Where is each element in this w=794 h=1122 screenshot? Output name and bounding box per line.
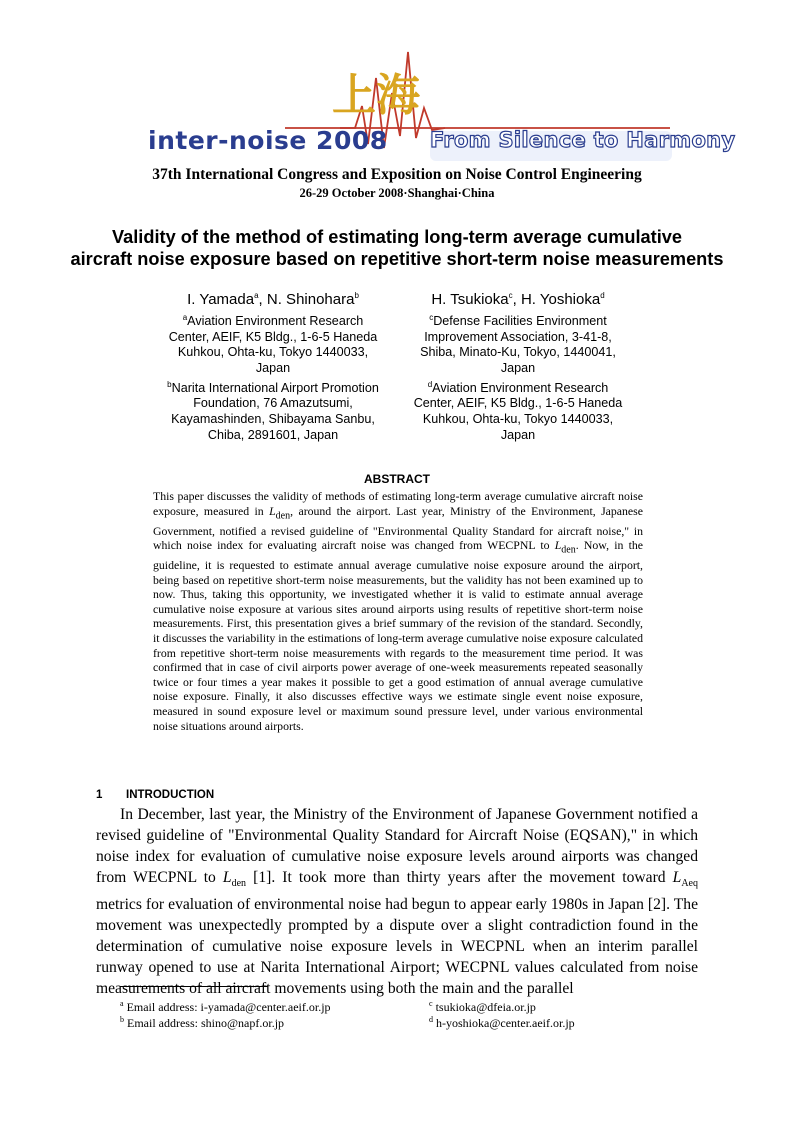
author-sup: d (600, 291, 605, 300)
affiliation-line: Japan (500, 427, 536, 442)
logo-motto-text: From Silence to Harmony (430, 128, 736, 152)
author-name: I. Yamada (187, 291, 255, 308)
footnote-sup: c (429, 999, 433, 1008)
footnote-text: h-yoshioka@center.aeif.or.jp (436, 1016, 575, 1030)
affiliation-sup: c (429, 313, 434, 322)
body-text: In December, last year, the Ministry of the Environment of Japanese Government notified a revised guideline of "Environmental Quality Standard for Aircraft Noise (EQSAN)," in which noise index for evaluation of cumulative noise exposure levels around airports was changed from WECPNL to (96, 806, 698, 886)
logo-chinese-left: 上海 (332, 70, 420, 121)
affiliation-line: Center, AEIF, K5 Bldg., 1-6-5 Haneda (168, 329, 378, 344)
affiliation-d (398, 377, 638, 444)
affiliation-line: Kuhkou, Ohta-ku, Tokyo 1440033, (422, 411, 614, 426)
affiliation-a (146, 310, 400, 377)
affiliation-line: Japan (500, 360, 536, 375)
conference-logo (140, 48, 736, 166)
author-sup: b (354, 291, 359, 300)
footnote-sup: a (120, 999, 124, 1008)
paper-title-line1: Validity of the method of estimating long-term average cumulative (112, 227, 682, 247)
footnote-rule (120, 986, 268, 987)
footnote-text: Email address: i-yamada@center.aeif.or.jp (126, 1000, 331, 1014)
abstract-heading: ABSTRACT (364, 472, 430, 486)
author-names-left: I. Yamada$^a$, N. Shinohara$^b$ (187, 291, 359, 308)
affiliation-line: Improvement Association, 3-41-8, (424, 329, 612, 344)
affiliation-line: Aviation Environment Research (432, 380, 609, 395)
affiliation-sup: b (167, 379, 172, 389)
paper-title-line2: aircraft noise exposure based on repetitive short-term noise measurements (70, 249, 724, 269)
affiliation-b (146, 377, 400, 444)
footnote-d (429, 1012, 575, 1031)
introduction-paragraph (96, 804, 698, 999)
footnote-sup: d (429, 1015, 433, 1024)
affiliation-line: Narita International Airport Promotion (171, 380, 379, 395)
affiliation-line: Shiba, Minato-Ku, Tokyo, 1440041, (420, 345, 616, 360)
affiliation-line: Aviation Environment Research (187, 314, 364, 329)
affiliation-line: Center, AEIF, K5 Bldg., 1-6-5 Haneda (413, 396, 623, 411)
symbol-L: L (672, 869, 682, 886)
logo-brand-text: inter-noise 2008 (148, 126, 388, 155)
symbol-L: L (269, 503, 276, 518)
author-name: N. Shinohara (266, 291, 355, 308)
subscript-den: den (231, 878, 247, 890)
conference-title: 37th International Congress and Exposition on Noise Control Engineering (152, 166, 642, 183)
body-text: metrics for evaluation of environmental noise had begun to appear early 1980s in Japan [2]. The movement was unexpectedly prompted by a dispute over a slight contradiction found in the determination of cumulative noise exposure levels in WECPNL when an interim parallel runway opened to use at Narita International Airport; WECPNL values calculated from noise measurements of all aircraft movements using both the main and the parallel (96, 896, 698, 998)
author-sup: c (508, 291, 513, 300)
conference-date: 26-29 October 2008·Shanghai·China (299, 186, 495, 200)
affiliation-sup: a (182, 313, 188, 322)
footnote-sup: b (120, 1015, 124, 1024)
section-number: 1 (96, 789, 103, 801)
affiliation-line: Foundation, 76 Amazutsumi, (193, 396, 353, 411)
abstract-body (153, 489, 643, 733)
section-title: INTRODUCTION (126, 789, 215, 801)
affiliation-line: Defense Facilities Environment (433, 314, 607, 329)
subscript-den: den (561, 544, 576, 556)
affiliation-line: Kuhkou, Ohta-ku, Tokyo 1440033, (177, 345, 369, 360)
affiliation-line: Japan (255, 360, 291, 375)
author-name: H. Tsukioka (431, 291, 509, 308)
author-sup: a (254, 291, 259, 300)
footnote-text: tsukioka@dfeia.or.jp (435, 1000, 536, 1014)
authors-right (398, 286, 638, 443)
authors-left (146, 286, 400, 443)
symbol-L: L (222, 869, 232, 886)
affiliation-c (398, 310, 638, 377)
affiliation-line: Kayamashinden, Shibayama Sanbu, (171, 411, 375, 426)
subscript-den: den (275, 509, 291, 521)
body-text: [1]. It took more than thirty years after the movement toward (246, 869, 673, 886)
author-names-right: H. Tsukioka$^c$, H. Yoshioka$^d$ (431, 291, 605, 308)
paper-title (60, 226, 734, 270)
subscript-aeq: Aeq (681, 878, 698, 890)
affiliation-sup: d (427, 379, 433, 389)
abstract-text: , around the airport. Last year, Ministry of the Environment, Japanese Government, notified a revised guideline of "Environmental Quality Standard for aircraft noise," in which noise index for evaluating aircraft noise was changed from WECPNL to (153, 503, 643, 553)
section-heading (96, 789, 214, 801)
abstract-text: . Now, in the guideline, it is requested to estimate annual average cumulative noise exposure around the airport, being based on repetitive short-term noise measurements, but the validity has not been examined up to now. Thus, taking this opportunity, we investigated whether it is valid to estimate annual average cumulative noise exposure at various sites around airports using results of repetitive short-term noise measurements. First, this presentation gives a brief summary of the revision of the standard. Secondly, it discusses the variability in the estimations of long-term average cumulative noise exposure calculated from repetitive short-term noise measurements with regards to the measurement time period. It was confirmed that in case of civil airports power average of one-week measurements repeated seasonally twice or four times a year makes it possible to get a good estimation of annual average cumulative noise exposure. Finally, it also discusses effective ways we estimate single event noise exposure, measured in sound exposure level or maximum sound pressure level, under various environmental noise situations around airports. (153, 538, 643, 733)
abstract-text: This paper discusses the validity of methods of estimating long-term average cumulative aircraft noise exposure, measured in (153, 489, 643, 518)
footnote-text: Email address: shino@napf.or.jp (127, 1016, 285, 1030)
footnote-b (120, 1012, 284, 1031)
affiliation-line: Chiba, 2891601, Japan (207, 427, 339, 442)
author-name: H. Yoshioka (520, 291, 601, 308)
symbol-L: L (554, 538, 562, 553)
